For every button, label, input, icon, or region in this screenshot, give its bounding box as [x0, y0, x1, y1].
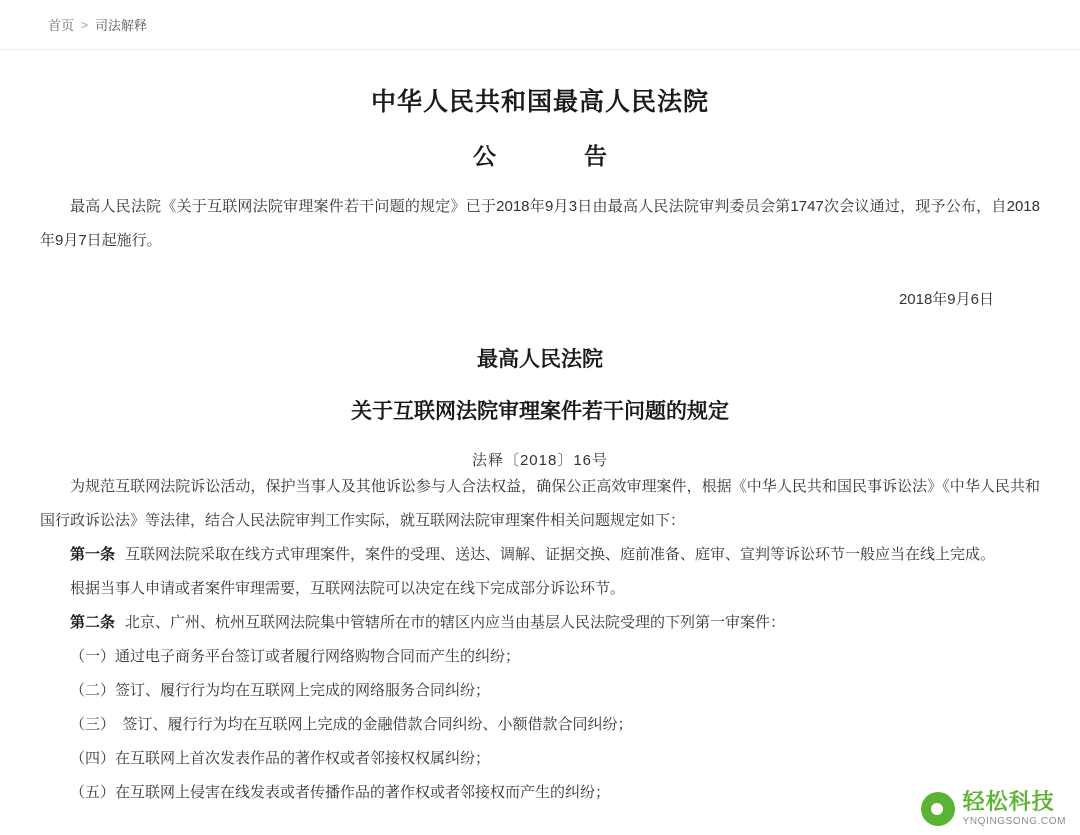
document-inner [40, 82, 1040, 810]
breadcrumb-separator-icon: > [81, 17, 89, 32]
list-item: （四）在互联网上首次发表作品的著作权或者邻接权权属纠纷； [70, 750, 491, 768]
announcement-paragraph: 最高人民法院《关于互联网法院审理案件若干问题的规定》已于2018年9月3日由最高人民法院审判委员会第1747次会议通过，现予公布，自2018年9月7日起施行。 [40, 198, 1040, 250]
article-text: 北京、广州、杭州互联网法院集中管辖所在市的辖区内应当由基层人民法院受理的下列第一审案件： [125, 614, 786, 632]
announcement-date: 2018年9月6日 [898, 291, 994, 309]
logo-text-group [963, 790, 1066, 827]
logo-brand-cn: 轻松科技 [962, 789, 1055, 815]
list-item: （二）签订、履行行为均在互联网上完成的网络服务合同纠纷； [70, 682, 491, 700]
article-paragraph [40, 538, 1040, 572]
article-label: 第二条 [70, 614, 116, 632]
document-title-main: 中华人民共和国最高人民法院 [370, 88, 709, 116]
article-paragraph [40, 606, 1040, 640]
document-number: 法释〔2018〕16号 [471, 452, 609, 470]
list-item: （三） 签订、履行行为均在互联网上完成的金融借款合同纠纷、小额借款合同纠纷； [70, 716, 633, 734]
regulation-issuer-title: 最高人民法院 [477, 348, 603, 372]
article-paragraph [40, 572, 1040, 606]
article-label: 第一条 [70, 546, 116, 564]
breadcrumb-link-home[interactable]: 首页 [48, 18, 75, 33]
breadcrumb-bar [0, 0, 1080, 50]
article-text: 根据当事人申请或者案件审理需要，互联网法院可以决定在线下完成部分诉讼环节。 [70, 580, 626, 598]
list-item: （五）在互联网上侵害在线发表或者传播作品的著作权或者邻接权而产生的纠纷； [70, 784, 611, 802]
site-logo-watermark [921, 790, 1066, 827]
document-title-announcement: 公 告 [473, 143, 621, 169]
preamble-paragraph: 为规范互联网法院诉讼活动，保护当事人及其他诉讼参与人合法权益，确保公正高效审理案件，根据《中华人民共和国民事诉讼法》《中华人民共和国行政诉讼法》等法律，结合人民法院审判工作实际，就互联网法院审理案件相关问题规定如下： [40, 478, 1040, 530]
regulation-title: 关于互联网法院审理案件若干问题的规定 [351, 400, 729, 424]
article-text: 互联网法院采取在线方式审理案件，案件的受理、送达、调解、证据交换、庭前准备、庭审、宣判等诉讼环节一般应当在线上完成。 [125, 546, 996, 564]
breadcrumb [48, 15, 147, 34]
document-container [0, 82, 1080, 810]
logo-brand-en: YNQINGSONG.COM [962, 815, 1066, 827]
leaf-circle-icon [921, 792, 955, 826]
list-item: （一）通过电子商务平台签订或者履行网络购物合同而产生的纠纷； [70, 648, 521, 666]
breadcrumb-link-current[interactable]: 司法解释 [95, 18, 148, 33]
